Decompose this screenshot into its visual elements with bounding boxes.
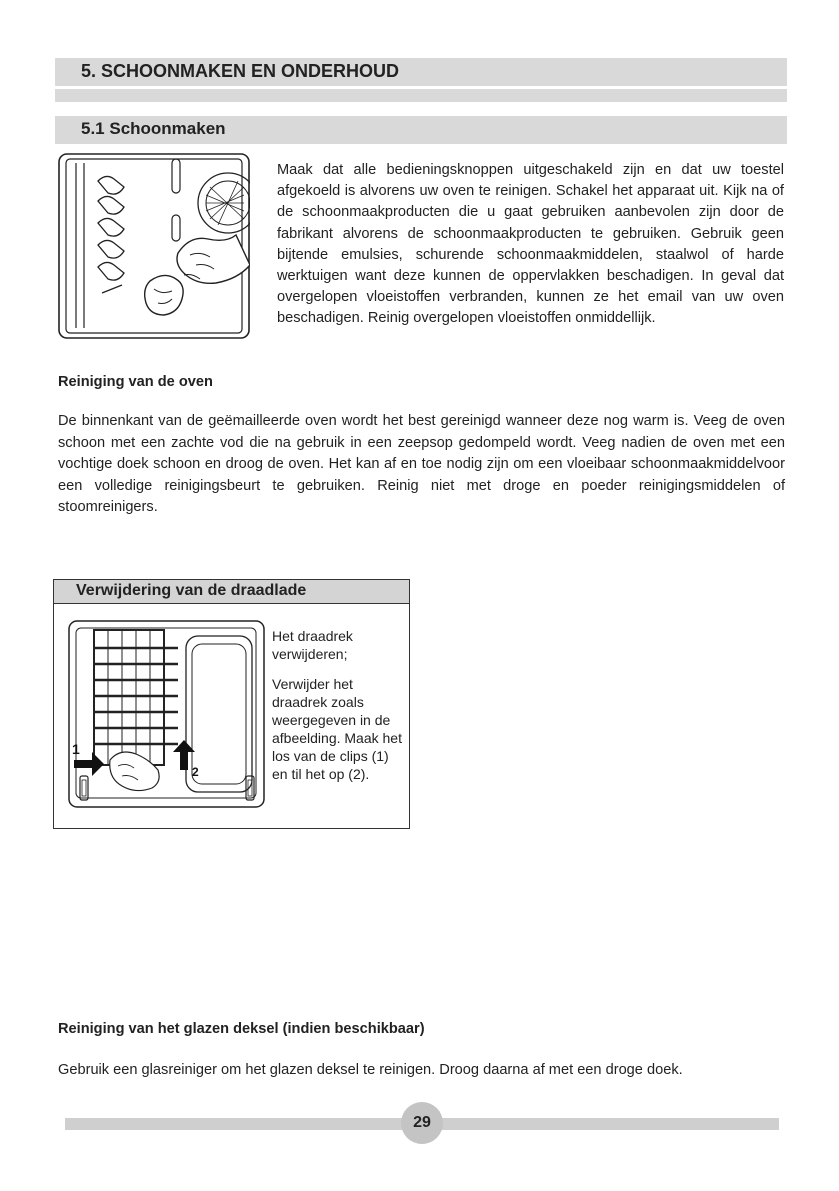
rack-label-2: 2 [192,765,199,779]
wire-rack-instructions [272,627,408,795]
wire-rack-line-2: Verwijder het draadrek zoals weergegeven in de afbeelding. Maak het los van de clips (1) en til het op (2). [272,676,402,782]
page-number: 29 [401,1102,443,1144]
section-divider-band [55,89,787,102]
wire-rack-line-1: Het draadrek verwijderen; [272,628,353,662]
wire-rack-box-title: Verwijdering van de draadlade [76,582,307,599]
oven-cleaning-heading: Reiniging van de oven [58,374,213,390]
section-title: 5. SCHOONMAKEN EN ONDERHOUD [81,61,400,81]
oven-cleaning-paragraph: De binnenkant van de geëmailleerde oven wordt het best gereinigd wanneer deze nog warm is. Veeg de oven schoon met een zachte vod die na gebruik in een zeepsop gedompeld wordt. Veeg nadien de oven met een vochtige doek schoon en droog de oven. Het kan af en toe nodig zijn om een vloeibaar schoonmaakmiddelvoor een volledige reinigingsbeurt te gebruiken. Reinig niet met droge en poeder reinigingsmiddelen of stoomreinigers. [58,413,785,515]
oven-cleaning-illustration [58,153,250,339]
subsection-title: 5.1 Schoonmaken [81,119,226,138]
intro-paragraph: Maak dat alle bedieningsknoppen uitgeschakeld zijn en dat uw toestel afgekoeld is alvorens uw oven te reinigen. Schakel het apparaat uit. Kijk na of de schoonmaakproducten die u gaat gebruiken aanbevolen zijn door de fabrikant alvorens de schoonmaakproducten te gebruiken. Gebruik geen bijtende emulsies, schurende schoonmaakmiddelen, staalwol of harde werktuigen want deze kunnen de oppervlakken beschadigen. In geval dat overgelopen vloeistoffen verbranden, kunnen ze het email van uw oven beschadigen. Reinig overgelopen vloeistoffen onmiddellijk. [277,162,784,327]
glass-lid-paragraph: Gebruik een glasreiniger om het glazen deksel te reinigen. Droog daarna af met een droge doek. [58,1062,683,1078]
glass-lid-heading: Reiniging van het glazen deksel (indien beschikbaar) [58,1021,425,1037]
wire-rack-illustration [68,620,268,810]
wire-rack-removal-box [53,579,410,829]
rack-label-1: 1 [72,741,80,757]
section-heading-band [55,58,787,86]
subsection-heading-band [55,116,787,144]
wire-rack-box-header [54,580,409,604]
